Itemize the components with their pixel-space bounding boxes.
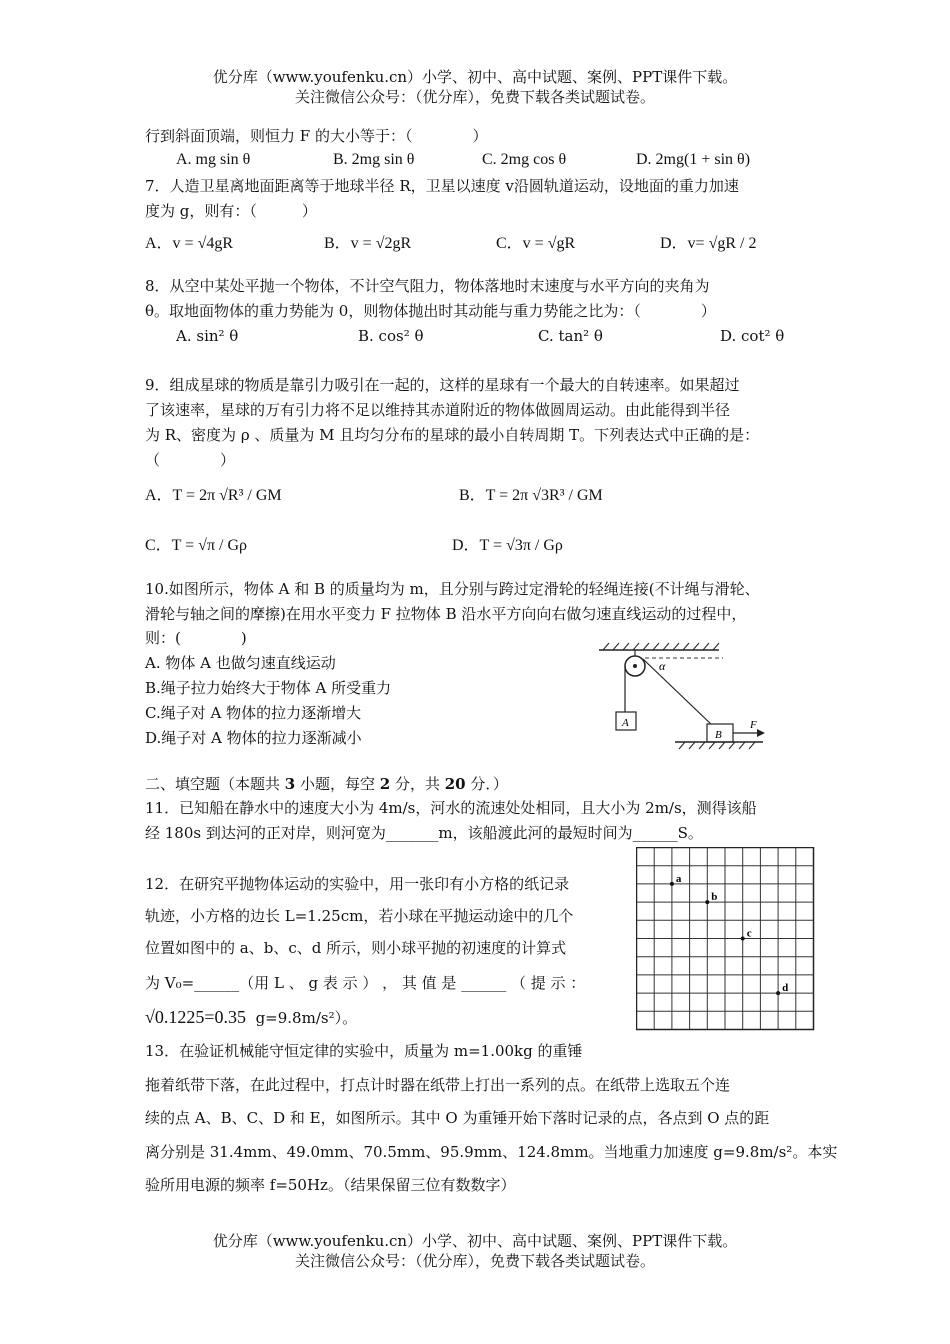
- footer-line-1: 优分库（www.youfenku.cn）小学、初中、高中试题、案例、PPT课件下载。: [212, 1232, 738, 1250]
- point-label-c: c: [746, 927, 752, 940]
- label-alpha: α: [659, 659, 666, 673]
- point-c: [741, 937, 745, 941]
- q9-line-1: 9．组成星球的物质是靠引力吸引在一起的，这样的星球有一个最大的自转速率。如果超过: [145, 376, 740, 394]
- point-label-b: b: [711, 891, 718, 904]
- q6-option-b: B. 2mg sin θ: [333, 151, 415, 168]
- q13-line-5: 验所用电源的频率 f=50Hz。（结果保留三位有数数字）: [145, 1176, 516, 1194]
- q13-line-3: 续的点 A、B、C、D 和 E，如图所示。其中 O 为重锤开始下落时记录的点，各点到 O 点的距: [145, 1109, 770, 1127]
- q12-line-2: 轨迹，小方格的边长 L=1.25cm，若小球在平抛运动途中的几个: [145, 907, 574, 925]
- section-2-title: 二、填空题（本题共 3 小题，每空 2 分，共 20 分．）: [145, 775, 508, 793]
- q9-option-a: A．T = 2π √R³ / GM: [145, 487, 282, 504]
- q9-option-b: B．T = 2π √3R³ / GM: [459, 487, 603, 504]
- q9-line-3: 为 R、密度为 ρ 、质量为 M 且均匀分布的星球的最小自转周期 T。下列表达式中正确的是：: [145, 426, 760, 444]
- ceiling-hatch: [603, 643, 719, 650]
- q8-line-2: θ。取地面物体的重力势能为 0，则物体抛出时其动能与重力势能之比为：（ ）: [145, 302, 716, 320]
- point-d: [776, 991, 780, 995]
- label-b: B: [715, 729, 722, 741]
- pulley-figure: [595, 640, 795, 750]
- q10-option-d: D.绳子对 A 物体的拉力逐渐减小: [145, 729, 362, 747]
- q8-option-d: D. cot² θ: [720, 327, 785, 345]
- header-line-2: 关注微信公众号：（优分库），免费下载各类试题试卷。: [294, 88, 655, 106]
- q8-line-1: 8．从空中某处平抛一个物体，不计空气阻力，物体落地时末速度与水平方向的夹角为: [145, 277, 710, 295]
- q12-line-4: 为 V₀=______（用 L 、 g 表 示 ） ， 其 值 是 ______ （ 提 示 ：: [145, 974, 586, 992]
- q7-line-2: 度为 g，则有：（ ）: [145, 202, 317, 220]
- q13-line-2: 拖着纸带下落，在此过程中，打点计时器在纸带上打出一系列的点。在纸带上选取五个连: [145, 1076, 731, 1094]
- ground-hatch: [679, 742, 755, 749]
- q12-line-3: 位置如图中的 a、b、c、d 所示，则小球平抛的初速度的计算式: [145, 939, 567, 957]
- q10-option-c: C.绳子对 A 物体的拉力逐渐增大: [145, 704, 362, 722]
- q6-option-c: C. 2mg cos θ: [482, 151, 567, 168]
- q12-line-1: 12．在研究平抛物体运动的实验中，用一张印有小方格的纸记录: [145, 875, 570, 893]
- q11-line-2: 经 180s 到达河的正对岸，则河宽为_______m，该船渡此河的最短时间为______S。: [145, 824, 703, 842]
- q11-line-1: 11．已知船在静水中的速度大小为 4m/s，河水的流速处处相同，且大小为 2m/s，测得该船: [145, 799, 757, 817]
- q6-option-a: A. mg sin θ: [176, 151, 251, 168]
- q10-option-a: A. 物体 A 也做匀速直线运动: [145, 654, 336, 672]
- point-a: [670, 882, 674, 886]
- q7-option-b: B．v = √2gR: [324, 235, 412, 252]
- q8-option-b: B. cos² θ: [358, 327, 424, 345]
- q12-hint: √0.1225=0.35 g=9.8m/s²）。: [145, 1007, 358, 1027]
- q8-option-c: C. tan² θ: [538, 327, 603, 345]
- q7-option-c: C．v = √gR: [496, 235, 576, 252]
- label-f: F: [750, 719, 757, 731]
- q6-option-d: D. 2mg(1 + sin θ): [636, 151, 751, 168]
- q7-option-d: D．v= √gR / 2: [660, 235, 757, 252]
- q12-hint-math: √0.1225=0.35: [145, 1007, 247, 1027]
- q10-option-b: B.绳子拉力始终大于物体 A 所受重力: [145, 679, 392, 697]
- q10-line-2: 滑轮与轴之间的摩擦)在用水平变力 F 拉物体 B 沿水平方向向右做匀速直线运动的过程中，: [145, 605, 747, 623]
- rope-to-b: [643, 659, 713, 726]
- footer-line-2: 关注微信公众号：（优分库），免费下载各类试题试卷。: [294, 1252, 655, 1270]
- point-label-d: d: [782, 982, 789, 995]
- q9-line-2: 了该速率，星球的万有引力将不足以维持其赤道附近的物体做圆周运动。由此能得到半径: [145, 401, 731, 419]
- point-label-a: a: [675, 872, 682, 885]
- label-a: A: [622, 717, 629, 729]
- header-line-1: 优分库（www.youfenku.cn）小学、初中、高中试题、案例、PPT课件下载。: [212, 68, 738, 86]
- q8-option-a: A. sin² θ: [176, 327, 239, 345]
- trajectory-grid: [636, 847, 816, 1032]
- q10-line-3: 则：( ): [145, 629, 247, 647]
- q13-line-4: 离分别是 31.4mm、49.0mm、70.5mm、95.9mm、124.8mm。当地重力加速度 g=9.8m/s²。本实: [145, 1143, 838, 1161]
- q7-line-1: 7．人造卫星离地面距离等于地球半径 R，卫星以速度 v沿圆轨道运动，设地面的重力加速: [145, 177, 739, 195]
- q13-line-1: 13．在验证机械能守恒定律的实验中，质量为 m=1.00kg 的重锤: [145, 1042, 583, 1060]
- q6-tail-text: 行到斜面顶端，则恒力 F 的大小等于：（ ）: [145, 127, 488, 145]
- q10-line-1: 10.如图所示，物体 A 和 B 的质量均为 m，且分别与跨过定滑轮的轻绳连接(不计绳与滑轮、: [145, 580, 760, 598]
- q7-option-a: A．v = √4gR: [145, 235, 234, 252]
- q9-line-4: （ ）: [145, 451, 236, 469]
- q9-option-d: D．T = √3π / Gρ: [452, 537, 563, 554]
- q9-option-c: C．T = √π / Gρ: [145, 537, 248, 554]
- point-b: [705, 900, 709, 904]
